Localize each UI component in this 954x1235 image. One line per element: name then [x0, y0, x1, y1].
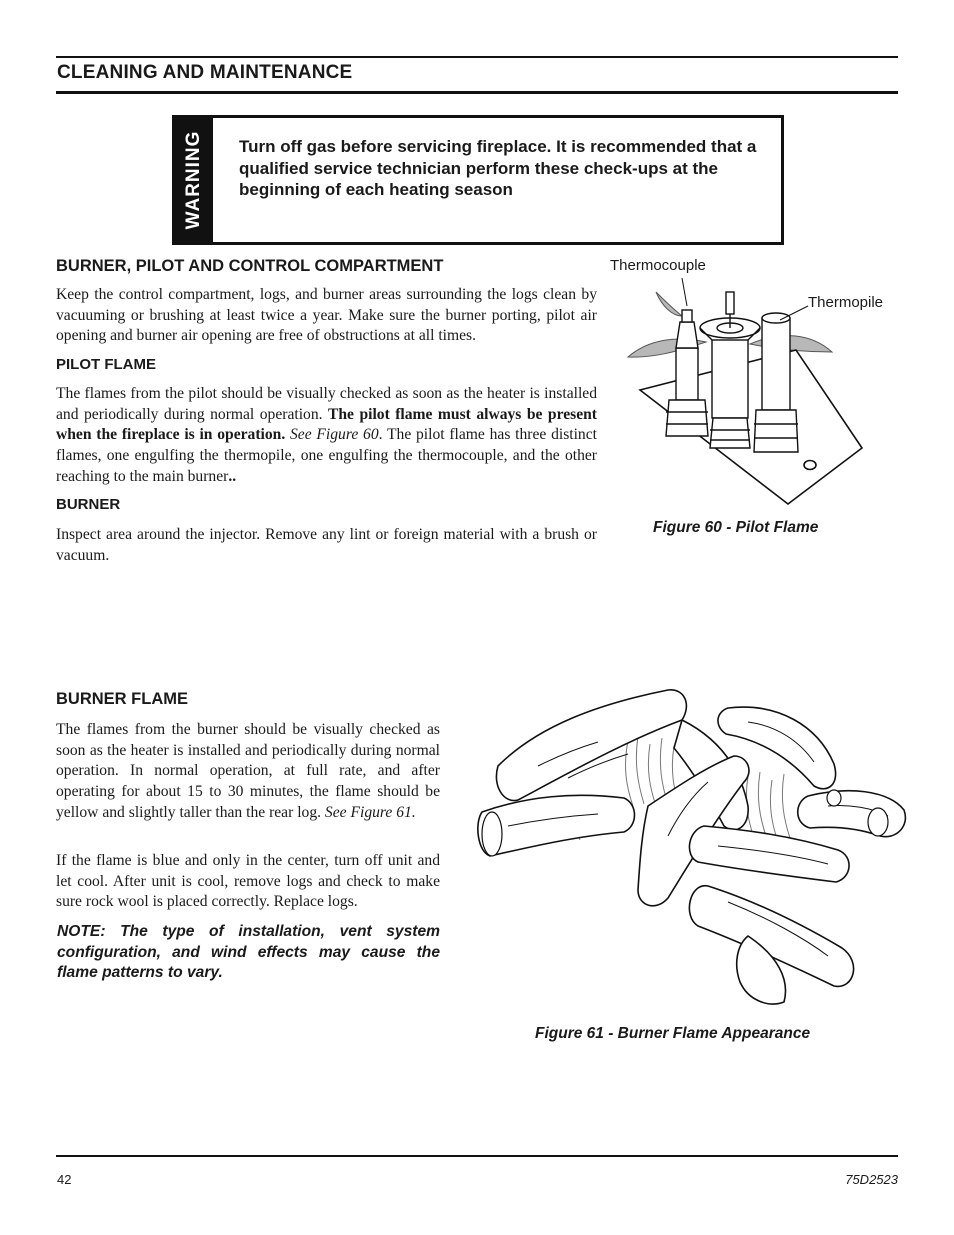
pilot-flame-heading: PILOT FLAME	[56, 356, 156, 373]
warning-box	[172, 115, 784, 245]
footer-rule	[56, 1155, 898, 1157]
header-bottom-rule	[56, 91, 898, 94]
pilot-flame-body-end: ..	[228, 467, 237, 485]
thermopile-label: Thermopile	[808, 294, 884, 311]
figure61-caption: Figure 61 - Burner Flame Appearance	[535, 1025, 811, 1042]
burner-logs-illustration	[478, 686, 908, 1008]
header-top-rule	[56, 56, 898, 58]
right-side-log	[798, 791, 906, 837]
warning-tab-label: WARNING	[183, 130, 204, 230]
burner-flame-body-1	[56, 720, 440, 824]
rear-log	[496, 690, 686, 801]
burner-flame-body-1-text: The flames from the burner should be visually checked as soon as the heater is installed and periodically during normal operation. In normal operation, at full rate, and after operating for about 15 to 30 minutes, the flame should be yellow and slightly taller than the rear log.	[56, 721, 440, 821]
front-log	[689, 826, 849, 882]
pilot-flame-body-bold: The pilot flame must always be present when the fireplace is in operation.	[56, 405, 597, 444]
burner-pilot-body: Keep the control compartment, logs, and burner areas surrounding the logs clean by vacuuming or brushing at least twice a year. Make sure the burner porting, pilot air opening and burner air opening are free of obstructions at all times.	[56, 286, 597, 345]
thermopile-leader-line	[780, 306, 808, 320]
thermocouple-label: Thermocouple	[610, 257, 706, 274]
pilot-flame-body-2: . The pilot flame has three distinct flames, one engulfing the thermopile, one engulfing the thermocouple, and the other reaching to the main burner	[56, 426, 597, 485]
pilot-assembly-illustration	[600, 270, 900, 515]
warning-text: Turn off gas before servicing fireplace. It is recommended that a qualified service technician perform these check-ups at the beginning of each heating season	[239, 137, 757, 199]
section-title: CLEANING AND MAINTENANCE	[57, 62, 353, 83]
logs	[478, 690, 906, 1004]
burner-heading: BURNER	[56, 496, 121, 513]
burner-body: Inspect area around the injector. Remove any lint or foreign material with a brush or vacuum.	[56, 526, 597, 564]
figure60-caption: Figure 60 - Pilot Flame	[653, 519, 819, 536]
burner-flame-body-2: If the flame is blue and only in the center, turn off unit and let cool. After unit is cool, remove logs and check to make sure rock wool is placed correctly. Replace logs.	[56, 852, 440, 911]
thermocouple-leader-line	[682, 278, 687, 306]
pilot-flame-body	[56, 384, 597, 488]
footer-page-number: 42	[57, 1172, 72, 1187]
burner-flame-note: NOTE: The type of installation, vent system configuration, and wind effects may cause the flame patterns to vary.	[57, 923, 440, 982]
pilot-flame-figure-ref: See Figure 60	[285, 426, 379, 444]
warning-tab	[175, 118, 213, 242]
burner-pilot-heading: BURNER, PILOT AND CONTROL COMPARTMENT	[56, 257, 444, 275]
burner-flame-figure-ref: See Figure 61.	[321, 803, 416, 821]
pilot-flame-body-1: The flames from the pilot should be visually checked as soon as the heater is installed and periodically during normal operation.	[56, 385, 597, 423]
burner-flame-heading: BURNER FLAME	[56, 690, 188, 708]
footer-doc-number: 75D2523	[845, 1172, 898, 1187]
